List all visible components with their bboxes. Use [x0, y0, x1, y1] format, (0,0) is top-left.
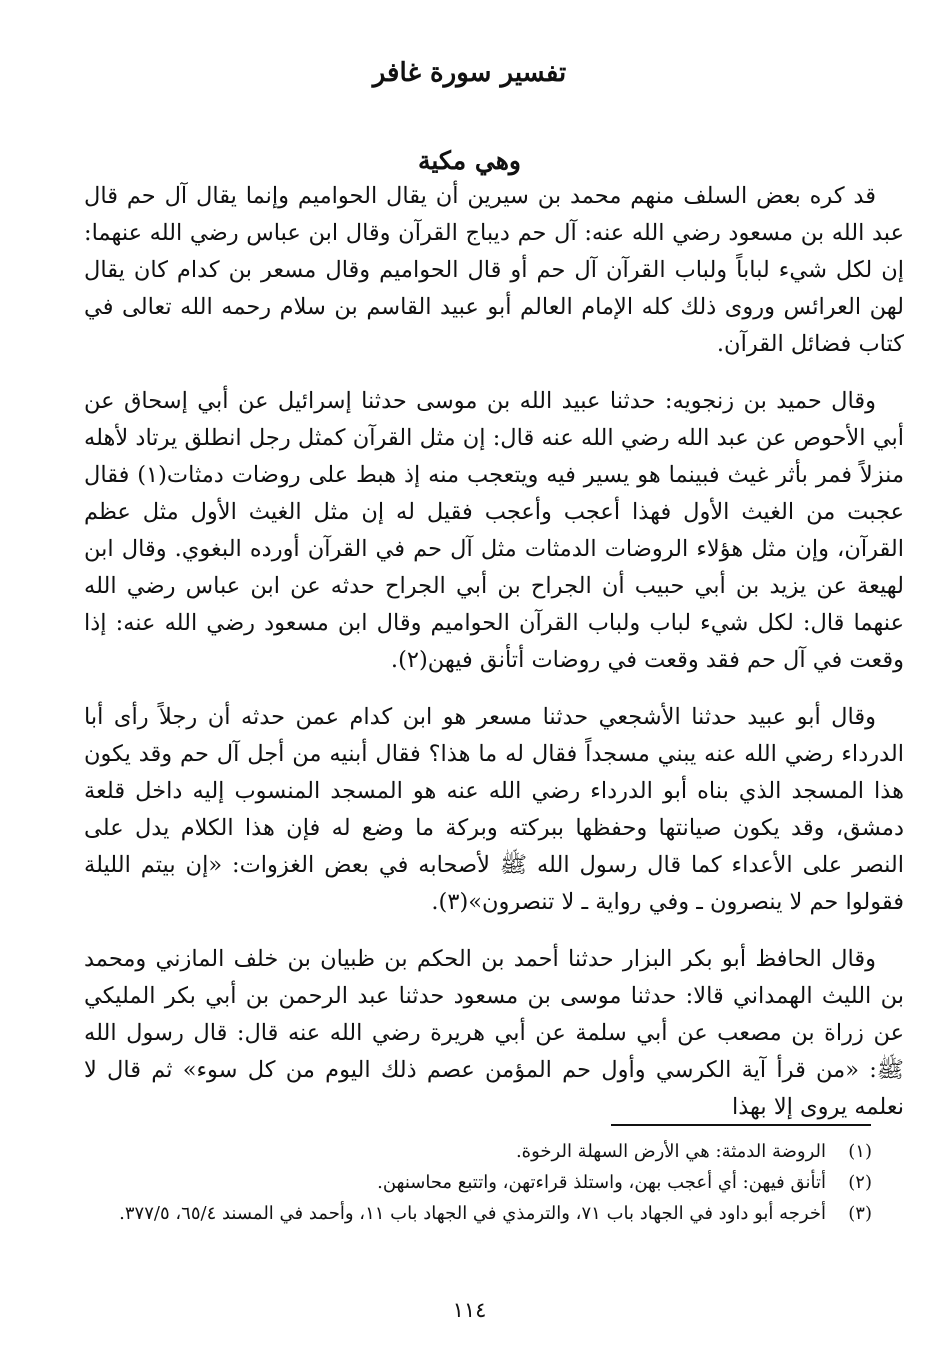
footnote-number: (١) [848, 1141, 872, 1162]
footnote-text: أتأنق فيهن: أي أعجب بهن، واستلذ قراءتهن، واتتبع محاسنهن. [377, 1172, 826, 1193]
footnote-1 [82, 1136, 872, 1167]
page-number: ١١٤ [452, 1298, 487, 1322]
footnote-text: الروضة الدمثة: هي الأرض السهلة الرخوة. [515, 1141, 826, 1162]
footnote-text: أخرجه أبو داود في الجهاد باب ٧١، والترمذي في الجهاد باب ١١، وأحمد في المسند ٦٥/٤، ٣٧٧/٥. [119, 1203, 826, 1224]
page-title: تفسير سورة غافر [372, 58, 567, 88]
main-text [84, 178, 904, 1146]
footnote-number: (٢) [848, 1172, 872, 1193]
paragraph-3: وقال أبو عبيد حدثنا الأشجعي حدثنا مسعر هو ابن كدام عمن حدثه أن رجلاً رأى أبا الدرداء رضي الله عنه يبني مسجداً فقال له ما هذا؟ فقال أبنيه من أجل آل حم وقد يكون هذا المسجد الذي بناه أبو الدرداء رضي الله عنه هو المسجد المنسوب إليه داخل قلعة دمشق، وقد يكون صيانتها وحفظها ببركته وبركة ما وضع له فإن هذا الكلام يدل على النصر على الأعداء كما قال رسول الله ﷺ لأصحابه في بعض الغزوات: «إن بيتم الليلة فقولوا حم لا ينصرون ـ وفي رواية ـ لا تنصرون»(٣). [84, 704, 904, 915]
footnote-3 [82, 1198, 872, 1229]
footnotes [82, 1136, 872, 1229]
footnote-2 [82, 1167, 872, 1198]
paragraph-2: وقال حميد بن زنجويه: حدثنا عبيد الله بن موسى حدثنا إسرائيل عن أبي إسحاق عن أبي الأحوص عن عبد الله رضي الله عنه قال: إن مثل القرآن كمثل رجل انطلق يرتاد لأهله منزلاً فمر بأثر غيث فبينما هو يسير فيه ويتعجب منه إذ هبط على روضات دمثات(١) فقال عجبت من الغيث الأول فهذا أعجب وأعجب فقيل له إن مثل الغيث الأول مثل عظم القرآن، وإن مثل هؤلاء الروضات الدمثات مثل آل حم في القرآن أورده البغوي. وقال ابن لهيعة عن يزيد بن أبي حبيب أن الجراح بن أبي الجراح حدثه عن ابن عباس رضي الله عنهما قال: لكل شيء لباب ولباب القرآن الحواميم وقال ابن مسعود رضي الله عنه: إذا وقعت في آل حم فقد وقعت في روضات أتأنق فيهن(٢). [84, 388, 905, 673]
paragraph-4: وقال الحافظ أبو بكر البزار حدثنا أحمد بن الحكم بن ظبيان بن خلف المازني ومحمد بن الليث الهمداني قالا: حدثنا موسى بن مسعود حدثنا عبد الرحمن بن أبي بكر المليكي عن زراة بن مصعب عن أبي سلمة عن أبي هريرة رضي الله عنه قال: قال رسول الله ﷺ: «من قرأ آية الكرسي وأول حم المؤمن عصم ذلك اليوم من كل سوء» ثم قال لا نعلمه يروى إلا بهذا [84, 946, 904, 1120]
paragraph-1: قد كره بعض السلف منهم محمد بن سيرين أن يقال الحواميم وإنما يقال آل حم قال عبد الله بن مسعود رضي الله عنه: آل حم ديباج القرآن وقال ابن عباس رضي الله عنهما: إن لكل شيء لباباً ولباب القرآن آل حم أو قال الحواميم وقال مسعر بن كدام كان يقال لهن العرائس وروى ذلك كله الإمام العالم أبو عبيد القاسم بن سلام رحمه الله تعالى في كتاب فضائل القرآن. [84, 183, 904, 357]
footnote-divider [611, 1124, 871, 1126]
section-subtitle: وهي مكية [418, 146, 521, 175]
footnote-number: (٣) [848, 1203, 872, 1224]
